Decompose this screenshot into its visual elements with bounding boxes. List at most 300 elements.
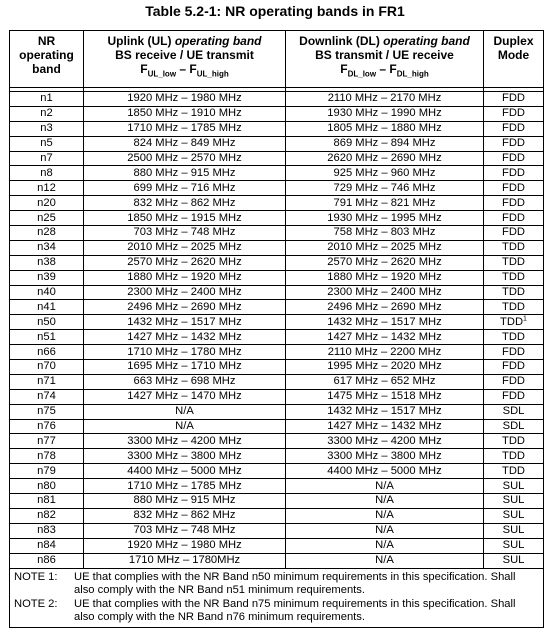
uplink-cell xyxy=(84,211,286,226)
duplex-cell xyxy=(484,196,544,211)
table-body xyxy=(10,88,544,569)
uplink-cell-text: 703 MHz – 748 MHz xyxy=(133,226,236,239)
band-cell xyxy=(10,300,84,315)
notes-row xyxy=(10,568,544,627)
downlink-cell xyxy=(286,374,484,389)
band-cell-text: n39 xyxy=(37,271,56,284)
table-caption: Table 5.2-1: NR operating bands in FR1 xyxy=(145,3,405,19)
downlink-cell xyxy=(286,315,484,330)
header-uplink-italic: operating band xyxy=(174,34,262,48)
downlink-cell-text: N/A xyxy=(375,539,394,552)
downlink-cell-text: N/A xyxy=(375,524,394,537)
duplex-cell xyxy=(484,121,544,136)
band-cell-text: n84 xyxy=(37,539,56,552)
header-uplink xyxy=(84,31,286,88)
uplink-cell-text: 1880 MHz – 1920 MHz xyxy=(127,271,242,284)
table-row xyxy=(10,121,544,136)
uplink-cell-text: 1710 MHz – 1780MHz xyxy=(128,554,241,567)
downlink-cell-text: 2620 MHz – 2690 MHz xyxy=(327,152,442,164)
notes-cell xyxy=(10,568,544,627)
band-cell-text: n66 xyxy=(37,345,56,358)
uplink-cell xyxy=(84,345,286,360)
band-cell xyxy=(10,166,84,181)
table-row xyxy=(10,106,544,121)
duplex-cell xyxy=(484,419,544,434)
duplex-cell-text: SUL xyxy=(502,479,525,492)
uplink-cell xyxy=(84,136,286,151)
uplink-cell xyxy=(84,389,286,404)
duplex-cell-text: TDD xyxy=(502,256,525,269)
uplink-cell xyxy=(84,494,286,509)
uplink-cell-text: 2500 MHz – 2570 MHz xyxy=(127,152,242,164)
downlink-cell xyxy=(286,434,484,449)
uplink-cell xyxy=(84,538,286,553)
downlink-cell xyxy=(286,211,484,226)
uplink-cell xyxy=(84,181,286,196)
table-row xyxy=(10,240,544,255)
note-label: NOTE 1: xyxy=(14,570,58,583)
downlink-cell xyxy=(286,240,484,255)
duplex-cell xyxy=(484,270,544,285)
duplex-cell xyxy=(484,345,544,360)
table-row xyxy=(10,151,544,166)
range-dash: – xyxy=(176,62,190,76)
band-cell xyxy=(10,255,84,270)
uplink-cell xyxy=(84,121,286,136)
band-cell xyxy=(10,121,84,136)
header-row xyxy=(10,31,544,88)
duplex-cell xyxy=(484,374,544,389)
band-cell xyxy=(10,419,84,434)
band-cell-text: n7 xyxy=(40,152,53,164)
duplex-cell-text: FDD xyxy=(502,375,525,388)
duplex-cell xyxy=(484,151,544,166)
band-cell-text: n1 xyxy=(40,92,53,105)
table-row xyxy=(10,285,544,300)
duplex-cell-text: SUL xyxy=(502,494,525,507)
band-cell-text: n34 xyxy=(37,241,56,254)
downlink-cell xyxy=(286,226,484,241)
duplex-cell-text: TDD xyxy=(502,434,525,447)
duplex-cell-text: SDL xyxy=(502,420,525,433)
downlink-cell-text: 1432 MHz – 1517 MHz xyxy=(327,405,442,418)
band-cell-text: n76 xyxy=(37,420,56,433)
downlink-cell xyxy=(286,255,484,270)
downlink-cell xyxy=(286,479,484,494)
table-row xyxy=(10,136,544,151)
uplink-cell xyxy=(84,374,286,389)
uplink-cell-text: 1695 MHz – 1710 MHz xyxy=(127,360,242,373)
uplink-cell xyxy=(84,270,286,285)
uplink-cell xyxy=(84,315,286,330)
downlink-cell-text: 2496 MHz – 2690 MHz xyxy=(327,300,442,313)
duplex-cell-text: FDD xyxy=(502,211,525,224)
band-cell-text: n77 xyxy=(37,434,56,447)
downlink-cell-text: 1995 MHz – 2020 MHz xyxy=(327,360,442,373)
band-cell-text: n8 xyxy=(40,166,53,179)
uplink-cell xyxy=(84,449,286,464)
table-row xyxy=(10,255,544,270)
band-cell xyxy=(10,211,84,226)
uplink-cell-text: 2010 MHz – 2025 MHz xyxy=(127,241,242,254)
uplink-cell xyxy=(84,255,286,270)
f-symbol: F xyxy=(389,62,397,76)
duplex-cell-text: FDD xyxy=(502,137,525,150)
band-cell xyxy=(10,226,84,241)
downlink-cell-text: 2110 MHz – 2200 MHz xyxy=(327,345,442,358)
band-cell-text: n70 xyxy=(37,360,56,373)
uplink-cell xyxy=(84,92,286,107)
downlink-cell xyxy=(286,494,484,509)
duplex-cell xyxy=(484,136,544,151)
table-row xyxy=(10,196,544,211)
uplink-cell xyxy=(84,106,286,121)
duplex-cell xyxy=(484,211,544,226)
header-band-line: NR xyxy=(37,34,56,48)
downlink-cell xyxy=(286,196,484,211)
downlink-cell xyxy=(286,345,484,360)
downlink-cell-text: 1427 MHz – 1432 MHz xyxy=(327,330,442,343)
duplex-cell-text: TDD xyxy=(502,330,525,343)
band-cell xyxy=(10,479,84,494)
band-cell xyxy=(10,92,84,107)
downlink-cell xyxy=(286,136,484,151)
downlink-cell-text: 1930 MHz – 1990 MHz xyxy=(327,107,442,120)
duplex-cell xyxy=(484,166,544,181)
downlink-cell-text: 4400 MHz – 5000 MHz xyxy=(327,464,442,477)
uplink-cell-text: 1432 MHz – 1517 MHz xyxy=(127,315,242,328)
downlink-cell xyxy=(286,449,484,464)
duplex-cell xyxy=(484,464,544,479)
duplex-cell xyxy=(484,300,544,315)
header-uplink-line2: BS receive / UE transmit xyxy=(115,48,254,62)
table-row xyxy=(10,553,544,568)
band-cell xyxy=(10,523,84,538)
band-cell xyxy=(10,360,84,375)
uplink-cell xyxy=(84,419,286,434)
uplink-cell-text: 1850 MHz – 1910 MHz xyxy=(127,107,242,120)
table-row xyxy=(10,360,544,375)
downlink-cell xyxy=(286,538,484,553)
band-cell-text: n40 xyxy=(37,286,56,299)
downlink-cell-text: N/A xyxy=(375,494,394,507)
header-downlink-label: Downlink (DL) xyxy=(299,34,384,48)
uplink-cell-text: 663 MHz – 698 MHz xyxy=(133,375,236,388)
header-downlink xyxy=(286,31,484,88)
uplink-cell xyxy=(84,226,286,241)
band-cell xyxy=(10,151,84,166)
band-cell-text: n80 xyxy=(37,479,56,492)
downlink-cell-text: 729 MHz – 746 MHz xyxy=(333,181,436,194)
note xyxy=(14,571,539,598)
f-subscript: DL_low xyxy=(347,69,377,79)
band-cell xyxy=(10,449,84,464)
note-text: UE that complies with the NR Band n50 minimum requirements in this specification. Shall also comply with the NR Band n51 minimum requirements. xyxy=(74,570,516,596)
duplex-cell-text: TDD xyxy=(502,449,525,462)
band-cell-text: n78 xyxy=(37,449,56,462)
uplink-cell-text: 832 MHz – 862 MHz xyxy=(133,509,236,522)
duplex-cell-text: TDD xyxy=(500,315,524,328)
downlink-cell xyxy=(286,553,484,568)
band-cell-text: n12 xyxy=(37,181,56,194)
duplex-cell-text: FDD xyxy=(502,345,525,358)
duplex-cell-text: FDD xyxy=(502,152,525,164)
uplink-cell-text: 1710 MHz – 1780 MHz xyxy=(127,345,242,358)
downlink-cell xyxy=(286,285,484,300)
uplink-cell-text: 4400 MHz – 5000 MHz xyxy=(127,464,242,477)
downlink-cell xyxy=(286,404,484,419)
duplex-cell xyxy=(484,389,544,404)
header-uplink-label: Uplink (UL) xyxy=(107,34,175,48)
footnote-marker: 1 xyxy=(523,315,527,323)
uplink-cell-text: 2300 MHz – 2400 MHz xyxy=(127,286,242,299)
downlink-cell-text: 617 MHz – 652 MHz xyxy=(333,375,436,388)
band-cell xyxy=(10,136,84,151)
nr-bands-table xyxy=(9,30,544,628)
uplink-cell xyxy=(84,553,286,568)
downlink-cell xyxy=(286,419,484,434)
duplex-cell xyxy=(484,494,544,509)
header-downlink-line1 xyxy=(288,34,481,48)
header-duplex-line: Duplex xyxy=(493,34,534,48)
header-duplex-line: Mode xyxy=(497,48,530,62)
uplink-cell-text: 699 MHz – 716 MHz xyxy=(133,181,236,194)
table-row xyxy=(10,166,544,181)
duplex-cell-text: FDD xyxy=(502,196,525,209)
uplink-cell-text: 3300 MHz – 3800 MHz xyxy=(127,449,242,462)
duplex-cell xyxy=(484,553,544,568)
band-cell xyxy=(10,389,84,404)
band-cell-text: n28 xyxy=(37,226,56,239)
duplex-cell-text: FDD xyxy=(502,226,525,239)
band-cell-text: n51 xyxy=(37,330,56,343)
table-row xyxy=(10,479,544,494)
downlink-cell xyxy=(286,300,484,315)
header-uplink-range xyxy=(86,62,283,81)
table-row xyxy=(10,92,544,107)
downlink-cell-text: 1427 MHz – 1432 MHz xyxy=(327,420,442,433)
duplex-cell-text: FDD xyxy=(502,181,525,194)
duplex-cell-text: TDD xyxy=(502,286,525,299)
uplink-cell-text: 1427 MHz – 1432 MHz xyxy=(127,330,242,343)
table-row xyxy=(10,330,544,345)
duplex-cell xyxy=(484,181,544,196)
header-uplink-line1 xyxy=(86,34,283,48)
duplex-cell-text: TDD xyxy=(502,464,525,477)
uplink-cell xyxy=(84,464,286,479)
downlink-cell-text: 3300 MHz – 4200 MHz xyxy=(327,434,442,447)
duplex-cell-text: TDD xyxy=(502,300,525,313)
uplink-cell-text: 3300 MHz – 4200 MHz xyxy=(127,434,242,447)
uplink-cell xyxy=(84,151,286,166)
uplink-cell-text: 832 MHz – 862 MHz xyxy=(133,196,236,209)
duplex-cell-text: FDD xyxy=(502,107,525,120)
uplink-cell xyxy=(84,360,286,375)
duplex-cell xyxy=(484,330,544,345)
uplink-cell-text: 880 MHz – 915 MHz xyxy=(133,494,236,507)
downlink-cell-text: 2010 MHz – 2025 MHz xyxy=(327,241,442,254)
table-row xyxy=(10,494,544,509)
band-cell xyxy=(10,196,84,211)
table-row xyxy=(10,181,544,196)
header-downlink-line2: BS transmit / UE receive xyxy=(315,48,454,62)
duplex-cell-text: SDL xyxy=(502,405,525,418)
duplex-cell xyxy=(484,360,544,375)
table-row xyxy=(10,419,544,434)
band-cell xyxy=(10,181,84,196)
band-cell-text: n71 xyxy=(37,375,56,388)
downlink-cell xyxy=(286,106,484,121)
uplink-cell xyxy=(84,523,286,538)
downlink-cell xyxy=(286,508,484,523)
header-duplex xyxy=(484,31,544,88)
downlink-cell-text: 2570 MHz – 2620 MHz xyxy=(327,256,442,269)
uplink-cell-text: 824 MHz – 849 MHz xyxy=(133,137,236,150)
duplex-cell-text: SUL xyxy=(502,554,525,567)
duplex-cell-text: FDD xyxy=(502,166,525,179)
uplink-cell xyxy=(84,479,286,494)
band-cell-text: n83 xyxy=(37,524,56,537)
band-cell-text: n41 xyxy=(37,300,56,313)
table-row xyxy=(10,449,544,464)
uplink-cell xyxy=(84,285,286,300)
downlink-cell-text: N/A xyxy=(375,479,394,492)
note-text: UE that complies with the NR Band n75 minimum requirements in this specification. Shall also comply with the NR Band n76 minimum requirements. xyxy=(74,597,516,623)
band-cell xyxy=(10,270,84,285)
downlink-cell-text: 3300 MHz – 3800 MHz xyxy=(327,449,442,462)
table-row xyxy=(10,374,544,389)
band-cell-text: n74 xyxy=(37,390,56,403)
duplex-cell-text: FDD xyxy=(502,360,525,373)
band-cell-text: n5 xyxy=(40,137,53,150)
duplex-cell-text: FDD xyxy=(502,390,525,403)
f-subscript: DL_high xyxy=(396,69,429,79)
band-cell-text: n3 xyxy=(40,122,53,135)
uplink-cell-text: 1710 MHz – 1785 MHz xyxy=(127,122,242,135)
f-subscript: UL_high xyxy=(196,69,229,79)
downlink-cell-text: N/A xyxy=(375,509,394,522)
duplex-cell xyxy=(484,240,544,255)
band-cell xyxy=(10,508,84,523)
table-row xyxy=(10,300,544,315)
header-downlink-range xyxy=(288,62,481,81)
duplex-cell-text: TDD xyxy=(502,241,525,254)
duplex-cell xyxy=(484,538,544,553)
downlink-cell xyxy=(286,523,484,538)
note-label: NOTE 2: xyxy=(14,597,58,610)
range-dash: – xyxy=(376,62,390,76)
band-cell xyxy=(10,106,84,121)
duplex-cell xyxy=(484,434,544,449)
table-row xyxy=(10,508,544,523)
table-row xyxy=(10,315,544,330)
downlink-cell-text: 791 MHz – 821 MHz xyxy=(333,196,436,209)
table-row xyxy=(10,404,544,419)
duplex-cell xyxy=(484,449,544,464)
band-cell xyxy=(10,434,84,449)
uplink-cell xyxy=(84,404,286,419)
duplex-cell xyxy=(484,226,544,241)
band-cell-text: n2 xyxy=(40,107,53,120)
band-cell-text: n81 xyxy=(37,494,56,507)
f-symbol: F xyxy=(189,62,197,76)
band-cell-text: n79 xyxy=(37,464,56,477)
downlink-cell-text: 1475 MHz – 1518 MHz xyxy=(327,390,442,403)
band-cell xyxy=(10,553,84,568)
uplink-cell xyxy=(84,196,286,211)
header-downlink-italic: operating band xyxy=(383,34,470,48)
uplink-cell xyxy=(84,330,286,345)
downlink-cell xyxy=(286,181,484,196)
uplink-cell-text: N/A xyxy=(175,420,194,433)
downlink-cell xyxy=(286,330,484,345)
header-band-line: band xyxy=(32,62,61,76)
uplink-cell-text: 1427 MHz – 1470 MHz xyxy=(127,390,242,403)
uplink-cell xyxy=(84,508,286,523)
table-row xyxy=(10,523,544,538)
uplink-cell-text: N/A xyxy=(175,405,194,418)
duplex-cell xyxy=(484,255,544,270)
band-cell xyxy=(10,345,84,360)
downlink-cell xyxy=(286,121,484,136)
downlink-cell-text: 869 MHz – 894 MHz xyxy=(333,137,436,150)
note xyxy=(14,598,539,625)
duplex-cell xyxy=(484,523,544,538)
uplink-cell-text: 1920 MHz – 1980 MHz xyxy=(127,92,242,105)
f-subscript: UL_low xyxy=(147,69,177,79)
downlink-cell xyxy=(286,360,484,375)
band-cell xyxy=(10,330,84,345)
band-cell xyxy=(10,538,84,553)
table-row xyxy=(10,226,544,241)
table-row xyxy=(10,538,544,553)
downlink-cell xyxy=(286,464,484,479)
uplink-cell-text: 703 MHz – 748 MHz xyxy=(133,524,236,537)
uplink-cell-text: 1710 MHz – 1785 MHz xyxy=(127,479,242,492)
band-cell xyxy=(10,374,84,389)
uplink-cell xyxy=(84,434,286,449)
band-cell xyxy=(10,315,84,330)
table-row xyxy=(10,389,544,404)
duplex-cell-text: SUL xyxy=(502,509,525,522)
duplex-cell-text: FDD xyxy=(502,122,525,135)
downlink-cell-text: 1432 MHz – 1517 MHz xyxy=(327,315,442,328)
downlink-cell-text: N/A xyxy=(375,554,394,567)
uplink-cell-text: 880 MHz – 915 MHz xyxy=(133,166,236,179)
downlink-cell-text: 1930 MHz – 1995 MHz xyxy=(327,211,442,224)
header-band xyxy=(10,31,84,88)
downlink-cell xyxy=(286,270,484,285)
downlink-cell-text: 2300 MHz – 2400 MHz xyxy=(327,286,442,299)
table-row xyxy=(10,434,544,449)
downlink-cell xyxy=(286,151,484,166)
band-cell-text: n38 xyxy=(37,256,56,269)
band-cell-text: n20 xyxy=(37,196,56,209)
f-symbol: F xyxy=(140,62,148,76)
duplex-cell xyxy=(484,404,544,419)
duplex-cell-text: FDD xyxy=(502,92,525,105)
duplex-cell xyxy=(484,285,544,300)
table-row xyxy=(10,345,544,360)
band-cell xyxy=(10,464,84,479)
band-cell-text: n50 xyxy=(37,315,56,328)
downlink-cell-text: 1805 MHz – 1880 MHz xyxy=(327,122,442,135)
duplex-cell xyxy=(484,315,544,330)
downlink-cell-text: 758 MHz – 803 MHz xyxy=(333,226,436,239)
downlink-cell-text: 1880 MHz – 1920 MHz xyxy=(327,271,442,284)
uplink-cell-text: 1920 MHz – 1980 MHz xyxy=(127,539,242,552)
uplink-cell xyxy=(84,300,286,315)
